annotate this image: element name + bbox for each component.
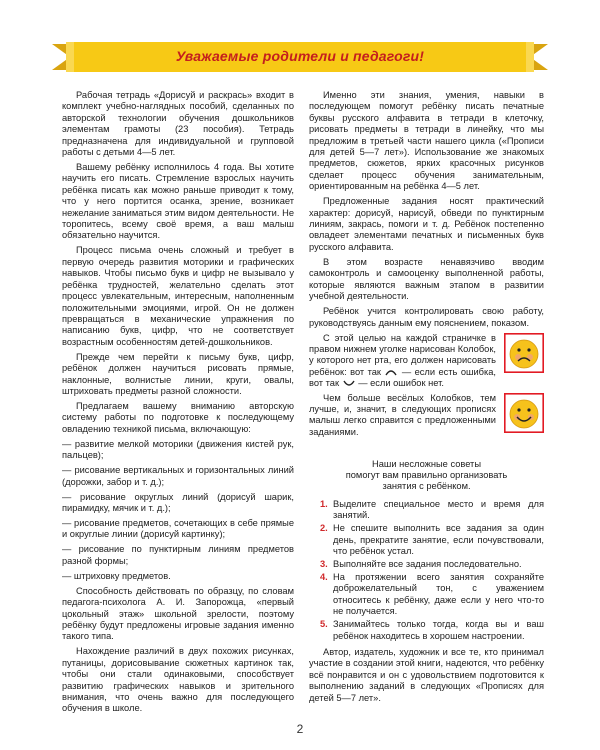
page-title: Уважаемые родители и педагоги! [175,48,425,64]
happy-kolobok-icon [504,393,544,433]
advice-item [309,572,544,618]
closing-paragraph: Автор, издатель, художник и все те, кто принимал участие в создании этой книги, надеются, что ребёнку всё понравится и он с удовольствием подготовится к выполнению заданий в следующих «Прописях для детей 5—7 лет». [309,646,544,703]
list-item: — рисование вертикальных и горизонтальных линий (дорожки, забор и т. д.); [62,465,294,487]
paragraph: Вашему ребёнку исполнилось 4 года. Вы хотите научить его писать. Стремление взрослых научить ребёнка писать как можно раньше приводит к тому, что у него портится осанка, зрение, возникает нежелание заниматься этим видом деятельности. Не торопитесь, всему своё время, а ваш малыш обязательно научится. [62,162,294,241]
paragraph: Способность действовать по образцу, по словам педагога-психолога А. И. Запорожца, «первый цокольный этаж» школьной зрелости, поэтому ребёнку будут предложены игровые задания именно такого типа. [62,585,294,642]
page-number: 2 [296,722,304,736]
advice-text: На протяжении всего занятия сохраняйте доброжелательный тон, с уважением относитесь к ребёнку, даже если у него что-то не получается. [333,571,544,617]
paragraph: Нахождение различий в двух похожих рисунках, путаницы, дорисовывание сюжетных картинок так, чтобы они стали одинаковыми, способствует развитию графических навыков и зрительного внимания, что очень важно для последующего обучения в школе. [62,646,294,714]
right-column [309,90,544,708]
paragraph: Чем больше весёлых Колобков, тем лучше, и, значит, в следующих прописях малыш легко справится с предложенными заданиями. [309,392,496,437]
advice-number: 4. [320,571,328,582]
list-item: — рисование предметов, сочетающих в себе прямые и округлые линии (дорисуй картинку); [62,517,294,540]
paragraph: Предлагаем вашему вниманию авторскую систему работы по подготовке к последующему овладению техникой письма, включающую: [62,400,294,434]
frown-mouth-icon [384,367,398,377]
smiley-text-part: — если ошибок нет. [358,378,444,389]
advice-item [309,523,544,557]
sad-smiley-block [309,333,544,393]
advice-number: 1. [320,498,328,509]
paragraph: Ребёнок учится контролировать свою работу, руководствуясь данным ему пояснением, показом. [309,306,544,328]
list-item: — рисование по пунктирным линиям предметов разной формы; [62,544,294,566]
left-column [62,90,294,718]
advice-text: Занимайтесь только тогда, когда вы и ваш ребёнок находитесь в хорошем настроении. [333,619,544,641]
smiley-explanation [309,333,496,390]
advice-item [309,559,544,570]
sad-kolobok-icon [504,333,544,373]
list-item: — штриховку предметов. [62,570,171,581]
advice-number: 2. [320,523,328,534]
advice-item [309,499,544,522]
advice-text: Выполняйте все задания последовательно. [333,558,522,569]
advice-text: Не спешите выполнить все задания за один день, прекратите занятие, если почувствовали, что ребёнок устал. [333,523,544,556]
advice-heading: Наши несложные советы помогут вам правильно организовать занятия с ребёнком. [345,458,508,492]
paragraph: Предложенные задания носят практический характер: дорисуй, нарисуй, обведи по пунктирным линиям, закрась, помоги и т. д. Ребёнок постепенно овладеет элементами печатных и письменных букв русского алфавита. [309,196,544,252]
happy-smiley-block [309,393,544,453]
smiley-text-part: С этой целью на каждой страничке в правом нижнем уголке нарисован Колобок, у которого нет рта, его должен нарисовать ребёнок: вот так [309,332,496,377]
smiley-text-part: — если есть ошибка, вот так [309,366,496,389]
list-item: — развитие мелкой моторики (движения кистей рук, пальцев); [62,438,294,461]
advice-list [309,499,544,642]
header-banner [52,40,548,74]
paragraph: Процесс письма очень сложный и требует в первую очередь развития моторики и графических навыков. Чтобы письмо букв и цифр не вызывало у ребёнка трудностей, желательно сделать этот процесс увлекательным, интересным, наполненным положительными эмоциями, игрой. Он не должен превращаться в механические упражнения по написанию букв, цифр, что не соответствует возрастным особенностям детей-дошкольников. [62,245,294,347]
list-item: — рисование округлых линий (дорисуй шарик, пирамидку, мячик и т. д.); [62,491,294,513]
paragraph: Рабочая тетрадь «Дорисуй и раскрась» входит в комплект учебно-наглядных пособий, сделанных по авторской технологии обучения дошкольников элементам грамоты (23 пособия). Тетрадь предназначена для индивидуальной и групповой работы с детьми 4—5 лет. [62,90,294,158]
advice-number: 5. [320,619,328,630]
advice-text: Выделите специальное место и время для занятий. [333,498,544,521]
advice-number: 3. [320,558,328,569]
paragraph: В этом возрасте ненавязчиво вводим самоконтроль и самооценку выполненной работы, которые являются важным этапом в развитии учебной деятельности. [309,256,544,302]
paragraph: Прежде чем перейти к письму букв, цифр, ребёнок должен научиться рисовать прямые, наклонные, волнистые линии, круги, овалы, штриховать предметы разной сложности. [62,351,294,396]
advice-item [309,619,544,642]
smile-mouth-icon [342,379,356,389]
paragraph: Именно эти знания, умения, навыки в последующем помогут ребёнку писать печатные буквы русского алфавита в тетради в клеточку, рисовать предметы в тетради в линейку, что мы предложим в третьей части нашего цикла («Прописи для детей 5—7 лет»). Использование же знакомых предметов, сюжетов, ярких красочных рисунков сделает процесс обучения занимательным, ориентированным на ребёнка 4—5 лет. [309,90,544,192]
